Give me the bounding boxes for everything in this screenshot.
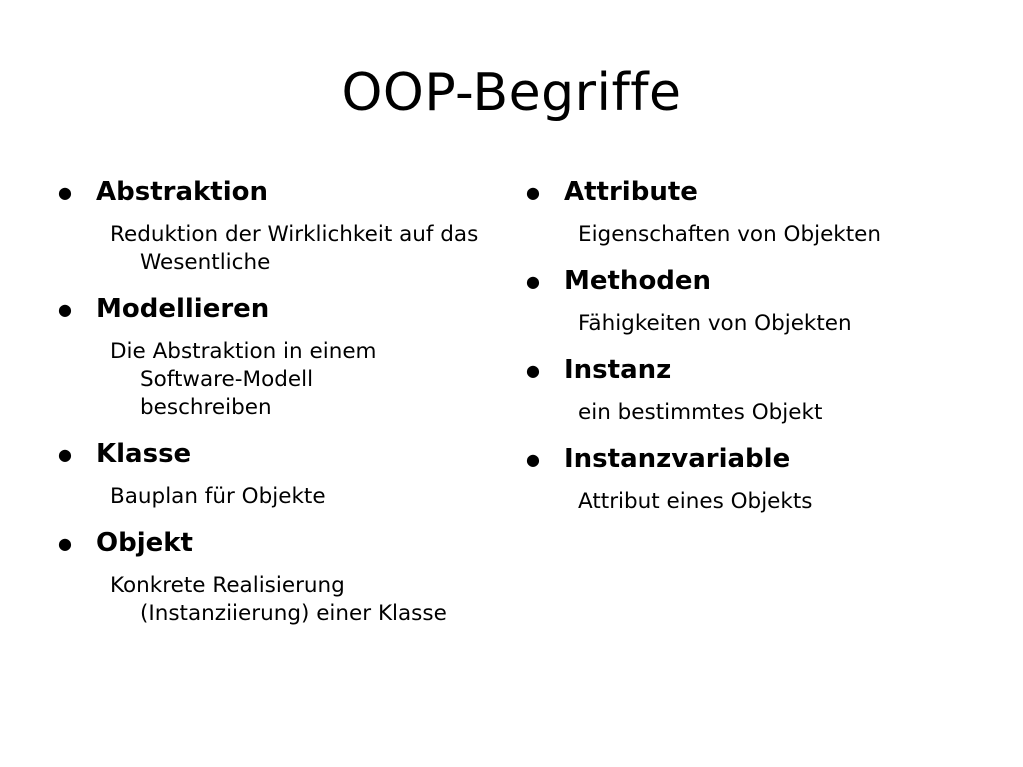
right-term-list	[526, 172, 996, 528]
bullet-icon: ●	[526, 361, 540, 380]
term-label: Abstraktion	[96, 177, 269, 207]
term-label: Attribute	[564, 177, 698, 207]
term-definition: Reduktion der Wirklichkeit auf das Wesentliche	[110, 222, 479, 275]
list-item	[58, 523, 488, 628]
term-instanzvariable	[526, 439, 996, 479]
term-definition: Konkrete Realisierung (Instanziierung) einer Klasse	[110, 573, 447, 626]
list-item	[58, 434, 488, 511]
slide-title: OOP-Begriffe	[341, 63, 682, 123]
term-label: Klasse	[96, 439, 192, 469]
bullet-icon: ●	[526, 450, 540, 469]
list-item	[526, 350, 996, 427]
term-definition: Bauplan für Objekte	[110, 484, 326, 509]
term-label: Objekt	[96, 528, 193, 558]
bullet-icon: ●	[58, 300, 72, 319]
term-definition: Attribut eines Objekts	[578, 489, 813, 514]
term-klasse	[58, 434, 488, 474]
term-label: Instanzvariable	[564, 444, 791, 474]
bullet-icon: ●	[58, 534, 72, 553]
term-abstraktion	[58, 172, 488, 212]
bullet-icon: ●	[58, 445, 72, 464]
bullet-icon: ●	[58, 183, 72, 202]
term-label: Modellieren	[96, 294, 270, 324]
term-label: Methoden	[564, 266, 712, 296]
term-label: Instanz	[564, 355, 672, 385]
list-item	[526, 172, 996, 249]
term-definition: Eigenschaften von Objekten	[578, 222, 882, 247]
bullet-icon: ●	[526, 272, 540, 291]
term-definition: Fähigkeiten von Objekten	[578, 311, 852, 336]
list-item	[526, 261, 996, 338]
term-modellieren	[58, 289, 488, 329]
term-objekt	[58, 523, 488, 563]
bullet-icon: ●	[526, 183, 540, 202]
term-attribute	[526, 172, 996, 212]
list-item	[526, 439, 996, 516]
term-definition: ein bestimmtes Objekt	[578, 400, 823, 425]
list-item	[58, 172, 488, 277]
term-definition: Die Abstraktion in einem Software-Modell beschreiben	[110, 339, 377, 420]
left-term-list	[58, 172, 488, 640]
term-instanz	[526, 350, 996, 390]
list-item	[58, 289, 488, 422]
term-methoden	[526, 261, 996, 301]
